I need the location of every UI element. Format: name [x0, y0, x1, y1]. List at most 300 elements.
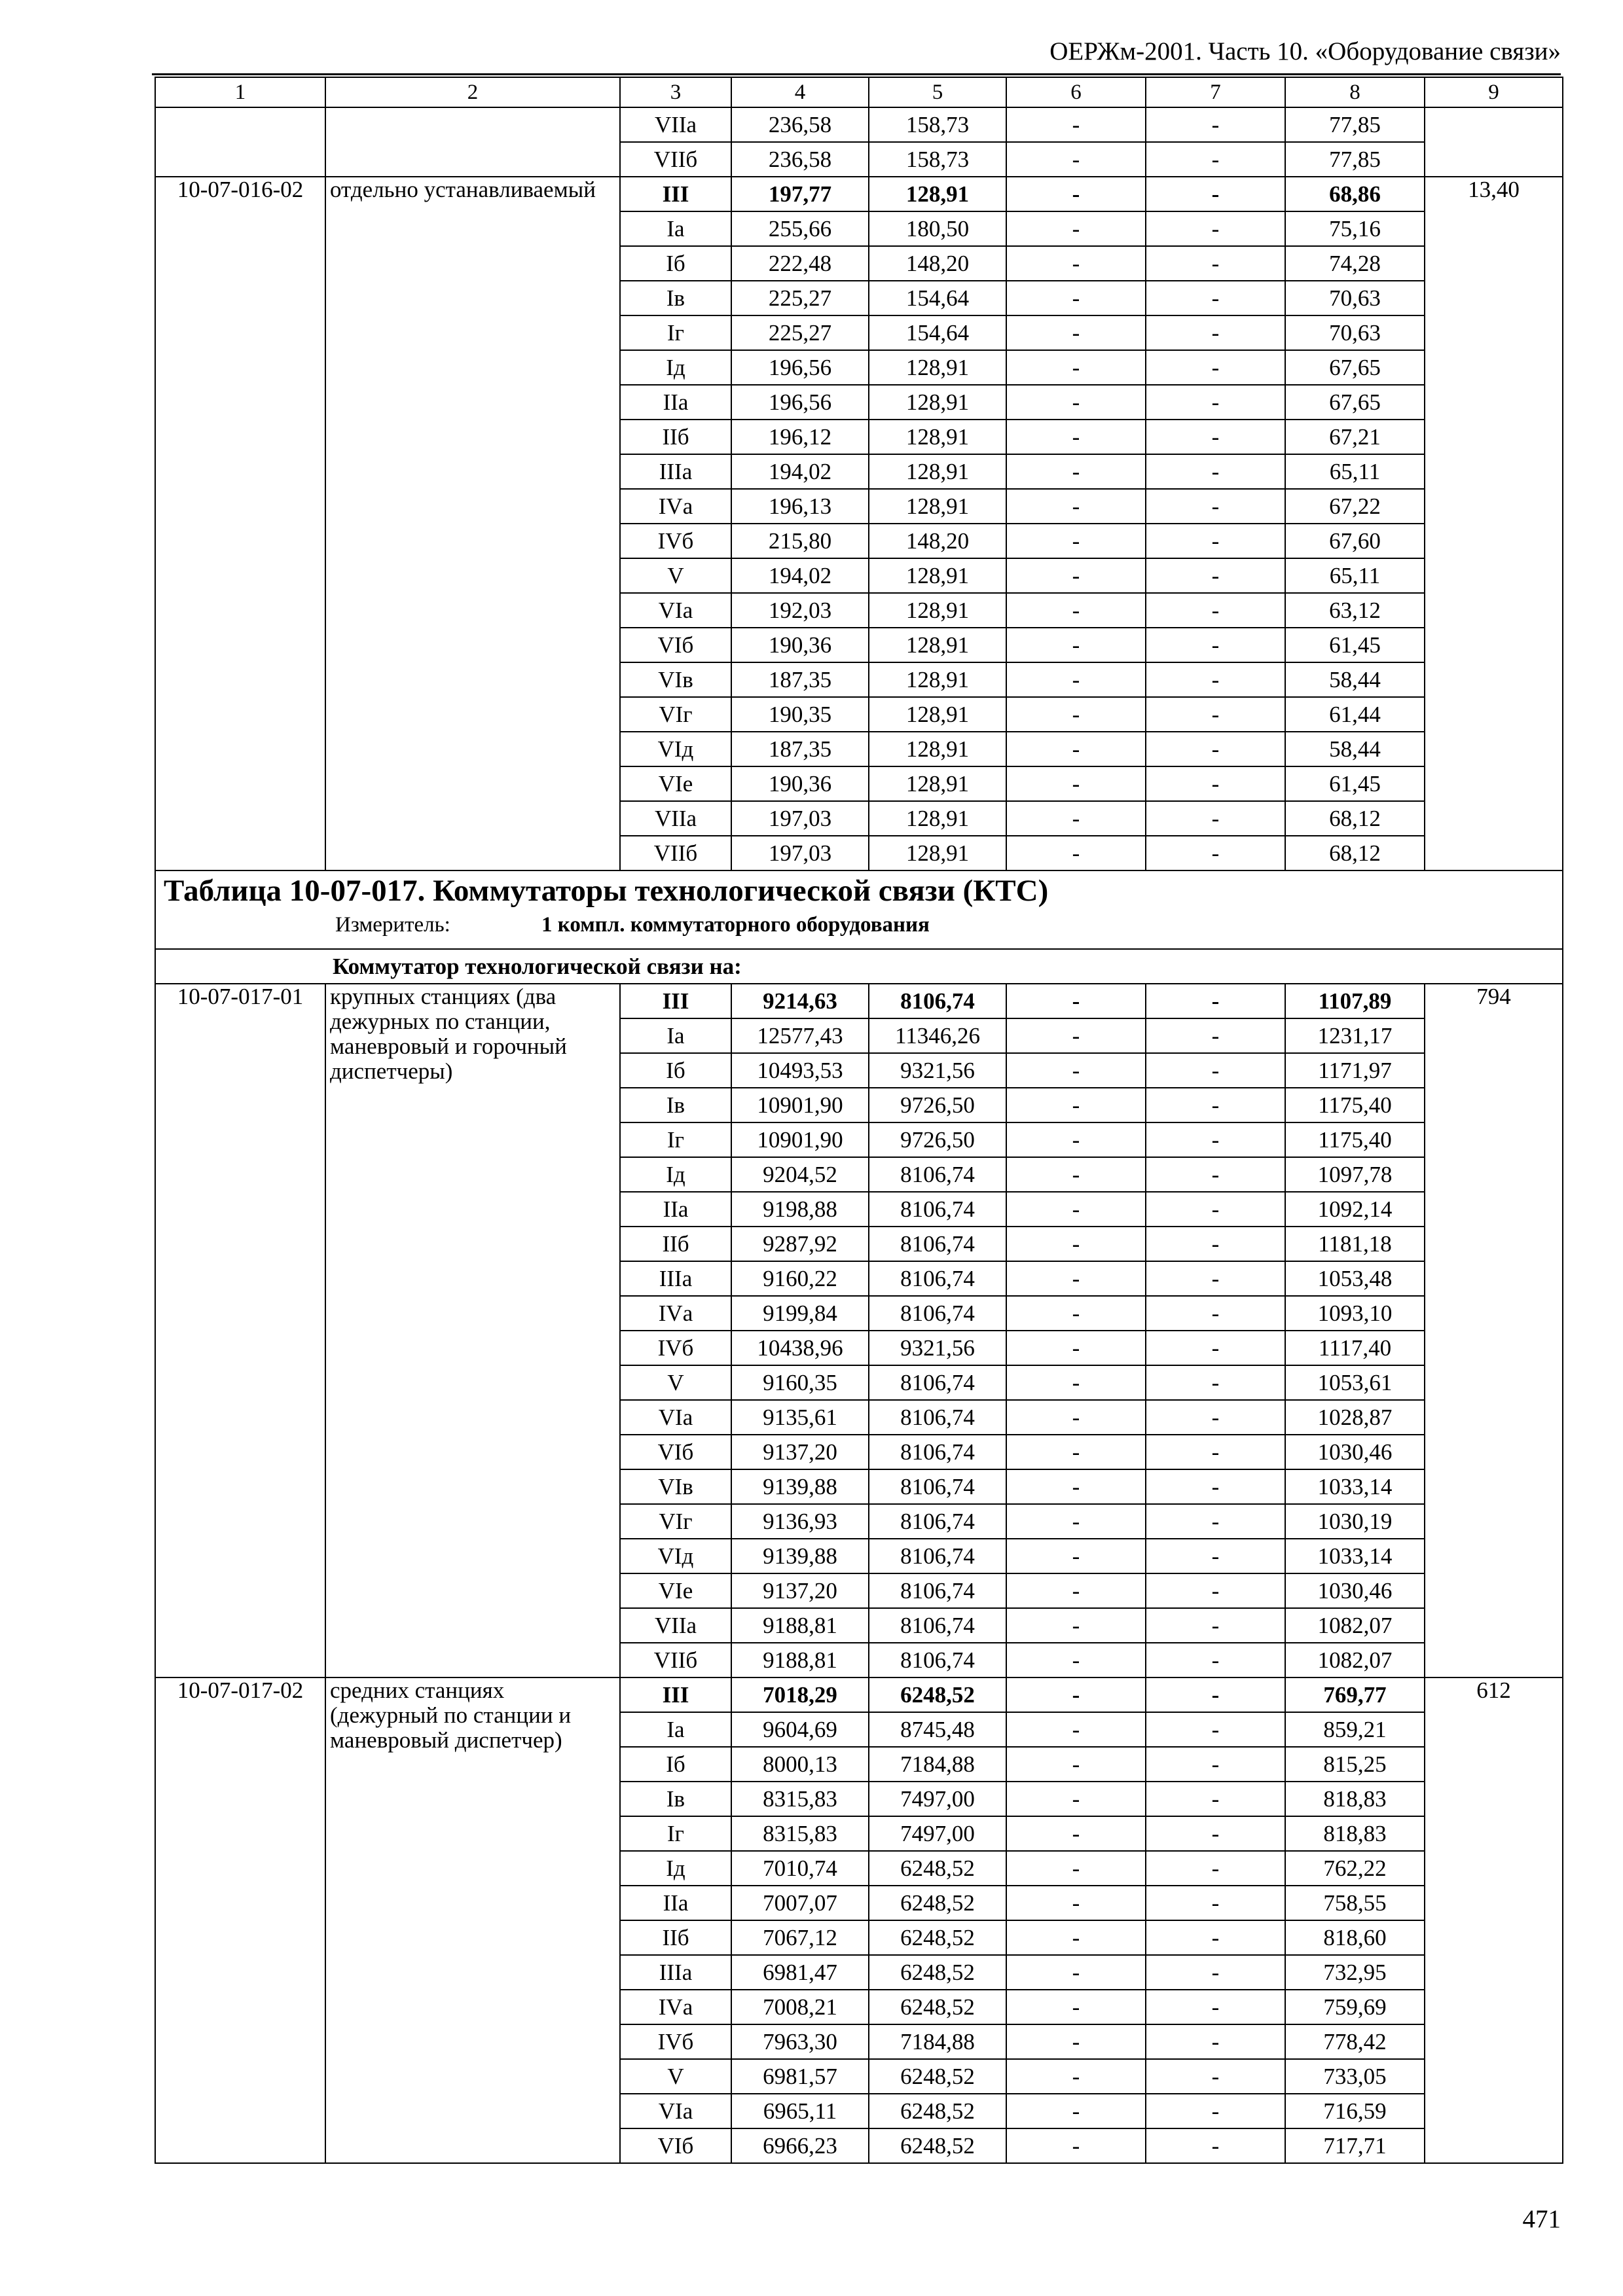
table-row	[155, 107, 1563, 142]
materials-cell: 68,86	[1285, 177, 1425, 211]
total-cost-cell: 187,35	[731, 662, 869, 697]
wages-cell: 128,91	[869, 558, 1006, 593]
wages-cell: 7184,88	[869, 1747, 1006, 1782]
machinists-wages-cell: -	[1146, 489, 1285, 524]
total-cost-cell: 196,56	[731, 350, 869, 385]
rate-description: отдельно устанавливаемый	[325, 177, 620, 870]
wages-cell: 8106,74	[869, 1365, 1006, 1400]
machines-cell: -	[1006, 2094, 1146, 2128]
zone-cell: Iд	[620, 350, 731, 385]
column-number: 7	[1146, 77, 1285, 107]
materials-cell: 1181,18	[1285, 1227, 1425, 1261]
machines-cell: -	[1006, 385, 1146, 420]
total-cost-cell: 187,35	[731, 732, 869, 766]
machines-cell: -	[1006, 1539, 1146, 1573]
machines-cell: -	[1006, 1886, 1146, 1920]
total-cost-cell: 197,77	[731, 177, 869, 211]
wages-cell: 7184,88	[869, 2024, 1006, 2059]
rate-code: 10-07-017-02	[155, 1677, 325, 2163]
materials-cell: 778,42	[1285, 2024, 1425, 2059]
wages-cell: 180,50	[869, 211, 1006, 246]
zone-cell: VIг	[620, 1504, 731, 1539]
machines-cell: -	[1006, 1088, 1146, 1122]
machines-cell: -	[1006, 1816, 1146, 1851]
zone-cell: IIб	[620, 420, 731, 454]
machinists-wages-cell: -	[1146, 662, 1285, 697]
materials-cell: 74,28	[1285, 246, 1425, 281]
machines-cell: -	[1006, 662, 1146, 697]
machines-cell: -	[1006, 1018, 1146, 1053]
materials-cell: 67,21	[1285, 420, 1425, 454]
materials-cell: 758,55	[1285, 1886, 1425, 1920]
wages-cell: 128,91	[869, 593, 1006, 628]
wages-cell: 6248,52	[869, 1851, 1006, 1886]
machines-cell: -	[1006, 107, 1146, 142]
machines-cell: -	[1006, 350, 1146, 385]
materials-cell: 67,22	[1285, 489, 1425, 524]
machinists-wages-cell: -	[1146, 1851, 1285, 1886]
table-row	[155, 1677, 1563, 1712]
materials-cell: 58,44	[1285, 662, 1425, 697]
materials-cell: 717,71	[1285, 2128, 1425, 2163]
wages-cell: 128,91	[869, 766, 1006, 801]
zone-cell: Iв	[620, 1782, 731, 1816]
machines-cell: -	[1006, 2024, 1146, 2059]
column-number: 6	[1006, 77, 1146, 107]
wages-cell: 128,91	[869, 836, 1006, 870]
rate-description	[325, 107, 620, 177]
materials-cell: 716,59	[1285, 2094, 1425, 2128]
zone-cell: IVа	[620, 1296, 731, 1331]
column-number: 4	[731, 77, 869, 107]
machinists-wages-cell: -	[1146, 1990, 1285, 2024]
machinists-wages-cell: -	[1146, 1469, 1285, 1504]
materials-cell: 1093,10	[1285, 1296, 1425, 1331]
page-number: 471	[1522, 2205, 1561, 2233]
materials-cell: 61,44	[1285, 697, 1425, 732]
machinists-wages-cell: -	[1146, 732, 1285, 766]
wages-cell: 9726,50	[869, 1088, 1006, 1122]
wages-cell: 128,91	[869, 732, 1006, 766]
machines-cell: -	[1006, 1261, 1146, 1296]
zone-cell: IIIа	[620, 1955, 731, 1990]
materials-cell: 75,16	[1285, 211, 1425, 246]
materials-cell: 1033,14	[1285, 1469, 1425, 1504]
zone-cell: VIIб	[620, 142, 731, 177]
total-cost-cell: 6965,11	[731, 2094, 869, 2128]
wages-cell: 128,91	[869, 662, 1006, 697]
machinists-wages-cell: -	[1146, 1712, 1285, 1747]
machinists-wages-cell: -	[1146, 1886, 1285, 1920]
machines-cell: -	[1006, 489, 1146, 524]
zone-cell: III	[620, 984, 731, 1018]
machinists-wages-cell: -	[1146, 211, 1285, 246]
column-number: 3	[620, 77, 731, 107]
column-number: 8	[1285, 77, 1425, 107]
wages-cell: 6248,52	[869, 2059, 1006, 2094]
materials-cell: 63,12	[1285, 593, 1425, 628]
zone-cell: VIа	[620, 2094, 731, 2128]
total-cost-cell: 9198,88	[731, 1192, 869, 1227]
machinists-wages-cell: -	[1146, 524, 1285, 558]
total-cost-cell: 9139,88	[731, 1469, 869, 1504]
total-cost-cell: 9136,93	[731, 1504, 869, 1539]
machinists-wages-cell: -	[1146, 1677, 1285, 1712]
total-cost-cell: 255,66	[731, 211, 869, 246]
materials-cell: 65,11	[1285, 558, 1425, 593]
zone-cell: Iв	[620, 1088, 731, 1122]
total-cost-cell: 8315,83	[731, 1782, 869, 1816]
machinists-wages-cell: -	[1146, 1816, 1285, 1851]
wages-cell: 128,91	[869, 385, 1006, 420]
total-cost-cell: 9188,81	[731, 1643, 869, 1677]
measure-label: Измеритель:	[335, 913, 450, 937]
materials-cell: 818,60	[1285, 1920, 1425, 1955]
machines-cell: -	[1006, 1435, 1146, 1469]
wages-cell: 128,91	[869, 489, 1006, 524]
total-cost-cell: 9139,88	[731, 1539, 869, 1573]
wages-cell: 7497,00	[869, 1782, 1006, 1816]
machines-cell: -	[1006, 177, 1146, 211]
machinists-wages-cell: -	[1146, 628, 1285, 662]
column-number: 2	[325, 77, 620, 107]
wages-cell: 7497,00	[869, 1816, 1006, 1851]
machinists-wages-cell: -	[1146, 2094, 1285, 2128]
materials-cell: 818,83	[1285, 1816, 1425, 1851]
machines-cell: -	[1006, 697, 1146, 732]
column-number: 1	[155, 77, 325, 107]
machinists-wages-cell: -	[1146, 1331, 1285, 1365]
zone-cell: VIд	[620, 1539, 731, 1573]
machines-cell: -	[1006, 836, 1146, 870]
wages-cell: 154,64	[869, 315, 1006, 350]
machinists-wages-cell: -	[1146, 1504, 1285, 1539]
machinists-wages-cell: -	[1146, 1920, 1285, 1955]
zone-cell: IIIа	[620, 1261, 731, 1296]
zone-cell: Iг	[620, 1816, 731, 1851]
total-cost-cell: 7008,21	[731, 1990, 869, 2024]
machines-cell: -	[1006, 732, 1146, 766]
wages-cell: 8106,74	[869, 1296, 1006, 1331]
total-cost-cell: 6981,47	[731, 1955, 869, 1990]
total-cost-cell: 9287,92	[731, 1227, 869, 1261]
zone-cell: VIв	[620, 1469, 731, 1504]
wages-cell: 6248,52	[869, 1955, 1006, 1990]
materials-cell: 67,60	[1285, 524, 1425, 558]
measure-line	[164, 909, 1558, 941]
column-number-row	[155, 77, 1563, 107]
total-cost-cell: 7007,07	[731, 1886, 869, 1920]
wages-cell: 8106,74	[869, 1157, 1006, 1192]
total-cost-cell: 190,36	[731, 628, 869, 662]
zone-cell: IVа	[620, 1990, 731, 2024]
machines-cell: -	[1006, 524, 1146, 558]
machines-cell: -	[1006, 1122, 1146, 1157]
machines-cell: -	[1006, 1296, 1146, 1331]
materials-cell: 61,45	[1285, 628, 1425, 662]
materials-cell: 1097,78	[1285, 1157, 1425, 1192]
wages-cell: 128,91	[869, 454, 1006, 489]
rate-code: 10-07-016-02	[155, 177, 325, 870]
table-row	[155, 984, 1563, 1018]
machines-cell: -	[1006, 1643, 1146, 1677]
total-cost-cell: 10901,90	[731, 1088, 869, 1122]
total-cost-cell: 194,02	[731, 558, 869, 593]
materials-cell: 1175,40	[1285, 1122, 1425, 1157]
machinists-wages-cell: -	[1146, 1018, 1285, 1053]
wages-cell: 8106,74	[869, 984, 1006, 1018]
materials-cell: 67,65	[1285, 350, 1425, 385]
machines-cell: -	[1006, 628, 1146, 662]
total-cost-cell: 9604,69	[731, 1712, 869, 1747]
machinists-wages-cell: -	[1146, 836, 1285, 870]
materials-cell: 818,83	[1285, 1782, 1425, 1816]
zone-cell: IIа	[620, 1886, 731, 1920]
zone-cell: Iв	[620, 281, 731, 315]
wages-cell: 8106,74	[869, 1608, 1006, 1643]
wages-cell: 8106,74	[869, 1227, 1006, 1261]
machinists-wages-cell: -	[1146, 1573, 1285, 1608]
total-cost-cell: 8000,13	[731, 1747, 869, 1782]
wages-cell: 8106,74	[869, 1643, 1006, 1677]
zone-cell: Iб	[620, 246, 731, 281]
total-cost-cell: 192,03	[731, 593, 869, 628]
materials-cell: 1053,61	[1285, 1365, 1425, 1400]
zone-cell: IVб	[620, 524, 731, 558]
machinists-wages-cell: -	[1146, 350, 1285, 385]
machines-cell: -	[1006, 2059, 1146, 2094]
wages-cell: 8106,74	[869, 1573, 1006, 1608]
machinists-wages-cell: -	[1146, 1435, 1285, 1469]
machinists-wages-cell: -	[1146, 246, 1285, 281]
zone-cell: VIа	[620, 1400, 731, 1435]
materials-cell: 1030,19	[1285, 1504, 1425, 1539]
total-cost-cell: 9160,22	[731, 1261, 869, 1296]
zone-cell: Iб	[620, 1747, 731, 1782]
zone-cell: VIIб	[620, 836, 731, 870]
machinists-wages-cell: -	[1146, 107, 1285, 142]
machines-cell: -	[1006, 1365, 1146, 1400]
machinists-wages-cell: -	[1146, 281, 1285, 315]
table-title: Таблица 10-07-017. Коммутаторы технологической связи (КТС)	[164, 874, 1049, 908]
wages-cell: 128,91	[869, 350, 1006, 385]
total-cost-cell: 9204,52	[731, 1157, 869, 1192]
rate-code: 10-07-017-01	[155, 984, 325, 1677]
materials-cell: 733,05	[1285, 2059, 1425, 2094]
materials-cell: 769,77	[1285, 1677, 1425, 1712]
machines-cell: -	[1006, 1157, 1146, 1192]
table-body	[155, 77, 1563, 2163]
wages-cell: 8106,74	[869, 1504, 1006, 1539]
machines-cell: -	[1006, 593, 1146, 628]
machinists-wages-cell: -	[1146, 454, 1285, 489]
total-cost-cell: 8315,83	[731, 1816, 869, 1851]
zone-cell: IIб	[620, 1920, 731, 1955]
machinists-wages-cell: -	[1146, 1400, 1285, 1435]
machines-cell: -	[1006, 2128, 1146, 2163]
materials-cell: 1231,17	[1285, 1018, 1425, 1053]
machinists-wages-cell: -	[1146, 984, 1285, 1018]
wages-cell: 8106,74	[869, 1539, 1006, 1573]
machines-cell: -	[1006, 1747, 1146, 1782]
machines-cell: -	[1006, 766, 1146, 801]
machinists-wages-cell: -	[1146, 1227, 1285, 1261]
zone-cell: VIIа	[620, 1608, 731, 1643]
zone-cell: IIIа	[620, 454, 731, 489]
table-title-row	[155, 870, 1563, 949]
materials-cell: 1030,46	[1285, 1435, 1425, 1469]
materials-cell: 67,65	[1285, 385, 1425, 420]
machinists-wages-cell: -	[1146, 420, 1285, 454]
total-cost-cell: 10901,90	[731, 1122, 869, 1157]
zone-cell: IIа	[620, 385, 731, 420]
machinists-wages-cell: -	[1146, 593, 1285, 628]
materials-cell: 1175,40	[1285, 1088, 1425, 1122]
machines-cell: -	[1006, 246, 1146, 281]
zone-cell: VIг	[620, 697, 731, 732]
machinists-wages-cell: -	[1146, 1157, 1285, 1192]
total-cost-cell: 7018,29	[731, 1677, 869, 1712]
total-cost-cell: 225,27	[731, 281, 869, 315]
zone-cell: III	[620, 1677, 731, 1712]
zone-cell: IVа	[620, 489, 731, 524]
machines-cell: -	[1006, 142, 1146, 177]
total-cost-cell: 225,27	[731, 315, 869, 350]
machinists-wages-cell: -	[1146, 697, 1285, 732]
wages-cell: 8106,74	[869, 1469, 1006, 1504]
machines-cell: -	[1006, 315, 1146, 350]
machinists-wages-cell: -	[1146, 1782, 1285, 1816]
materials-cell: 1030,46	[1285, 1573, 1425, 1608]
wages-cell: 128,91	[869, 697, 1006, 732]
materials-cell: 77,85	[1285, 107, 1425, 142]
wages-cell: 8106,74	[869, 1192, 1006, 1227]
wages-cell: 6248,52	[869, 2094, 1006, 2128]
column-number: 5	[869, 77, 1006, 107]
zone-cell: VIе	[620, 1573, 731, 1608]
materials-cell: 68,12	[1285, 836, 1425, 870]
wages-cell: 148,20	[869, 524, 1006, 558]
machinists-wages-cell: -	[1146, 315, 1285, 350]
materials-cell: 65,11	[1285, 454, 1425, 489]
labor-cost: 612	[1425, 1677, 1563, 2163]
machines-cell: -	[1006, 1782, 1146, 1816]
wages-cell: 8106,74	[869, 1400, 1006, 1435]
zone-cell: Iа	[620, 211, 731, 246]
machines-cell: -	[1006, 420, 1146, 454]
machinists-wages-cell: -	[1146, 1053, 1285, 1088]
zone-cell: Iд	[620, 1157, 731, 1192]
materials-cell: 762,22	[1285, 1851, 1425, 1886]
materials-cell: 68,12	[1285, 801, 1425, 836]
total-cost-cell: 9137,20	[731, 1573, 869, 1608]
labor-cost	[1425, 107, 1563, 177]
wages-cell: 158,73	[869, 107, 1006, 142]
machines-cell: -	[1006, 1192, 1146, 1227]
machines-cell: -	[1006, 454, 1146, 489]
total-cost-cell: 196,12	[731, 420, 869, 454]
total-cost-cell: 236,58	[731, 142, 869, 177]
machinists-wages-cell: -	[1146, 1192, 1285, 1227]
machinists-wages-cell: -	[1146, 1261, 1285, 1296]
total-cost-cell: 197,03	[731, 836, 869, 870]
total-cost-cell: 10438,96	[731, 1331, 869, 1365]
machines-cell: -	[1006, 1920, 1146, 1955]
table-row	[155, 177, 1563, 211]
zone-cell: VIIб	[620, 1643, 731, 1677]
machinists-wages-cell: -	[1146, 766, 1285, 801]
total-cost-cell: 9160,35	[731, 1365, 869, 1400]
rate-description: средних станциях (дежурный по станции и маневровый диспетчер)	[325, 1677, 620, 2163]
machinists-wages-cell: -	[1146, 1539, 1285, 1573]
machines-cell: -	[1006, 1677, 1146, 1712]
wages-cell: 6248,52	[869, 1677, 1006, 1712]
wages-cell: 128,91	[869, 628, 1006, 662]
machines-cell: -	[1006, 984, 1146, 1018]
zone-cell: VIа	[620, 593, 731, 628]
machinists-wages-cell: -	[1146, 1643, 1285, 1677]
machines-cell: -	[1006, 211, 1146, 246]
column-number: 9	[1425, 77, 1563, 107]
machinists-wages-cell: -	[1146, 1088, 1285, 1122]
wages-cell: 8106,74	[869, 1261, 1006, 1296]
total-cost-cell: 7010,74	[731, 1851, 869, 1886]
materials-cell: 61,45	[1285, 766, 1425, 801]
materials-cell: 1082,07	[1285, 1608, 1425, 1643]
materials-cell: 1092,14	[1285, 1192, 1425, 1227]
materials-cell: 1053,48	[1285, 1261, 1425, 1296]
section-row	[155, 949, 1563, 984]
wages-cell: 9321,56	[869, 1331, 1006, 1365]
machines-cell: -	[1006, 1400, 1146, 1435]
running-header: ОЕРЖм-2001. Часть 10. «Оборудование связи»	[1049, 37, 1561, 65]
machinists-wages-cell: -	[1146, 2059, 1285, 2094]
materials-cell: 1028,87	[1285, 1400, 1425, 1435]
wages-cell: 8106,74	[869, 1435, 1006, 1469]
materials-cell: 70,63	[1285, 315, 1425, 350]
zone-cell: VIIа	[620, 107, 731, 142]
machines-cell: -	[1006, 1955, 1146, 1990]
total-cost-cell: 7067,12	[731, 1920, 869, 1955]
total-cost-cell: 222,48	[731, 246, 869, 281]
wages-cell: 148,20	[869, 246, 1006, 281]
wages-cell: 154,64	[869, 281, 1006, 315]
table-title-cell	[155, 870, 1563, 949]
wages-cell: 128,91	[869, 177, 1006, 211]
machinists-wages-cell: -	[1146, 1955, 1285, 1990]
machinists-wages-cell: -	[1146, 1122, 1285, 1157]
wages-cell: 11346,26	[869, 1018, 1006, 1053]
wages-cell: 6248,52	[869, 1990, 1006, 2024]
zone-cell: Iг	[620, 315, 731, 350]
zone-cell: IIб	[620, 1227, 731, 1261]
materials-cell: 759,69	[1285, 1990, 1425, 2024]
machines-cell: -	[1006, 1331, 1146, 1365]
machines-cell: -	[1006, 1573, 1146, 1608]
total-cost-cell: 190,36	[731, 766, 869, 801]
measure-value: 1 компл. коммутаторного оборудования	[541, 913, 930, 937]
rate-code	[155, 107, 325, 177]
materials-cell: 815,25	[1285, 1747, 1425, 1782]
materials-cell: 77,85	[1285, 142, 1425, 177]
zone-cell: Iа	[620, 1018, 731, 1053]
total-cost-cell: 196,13	[731, 489, 869, 524]
machines-cell: -	[1006, 1990, 1146, 2024]
zone-cell: IVб	[620, 2024, 731, 2059]
machines-cell: -	[1006, 1469, 1146, 1504]
zone-cell: VIб	[620, 2128, 731, 2163]
machines-cell: -	[1006, 1608, 1146, 1643]
